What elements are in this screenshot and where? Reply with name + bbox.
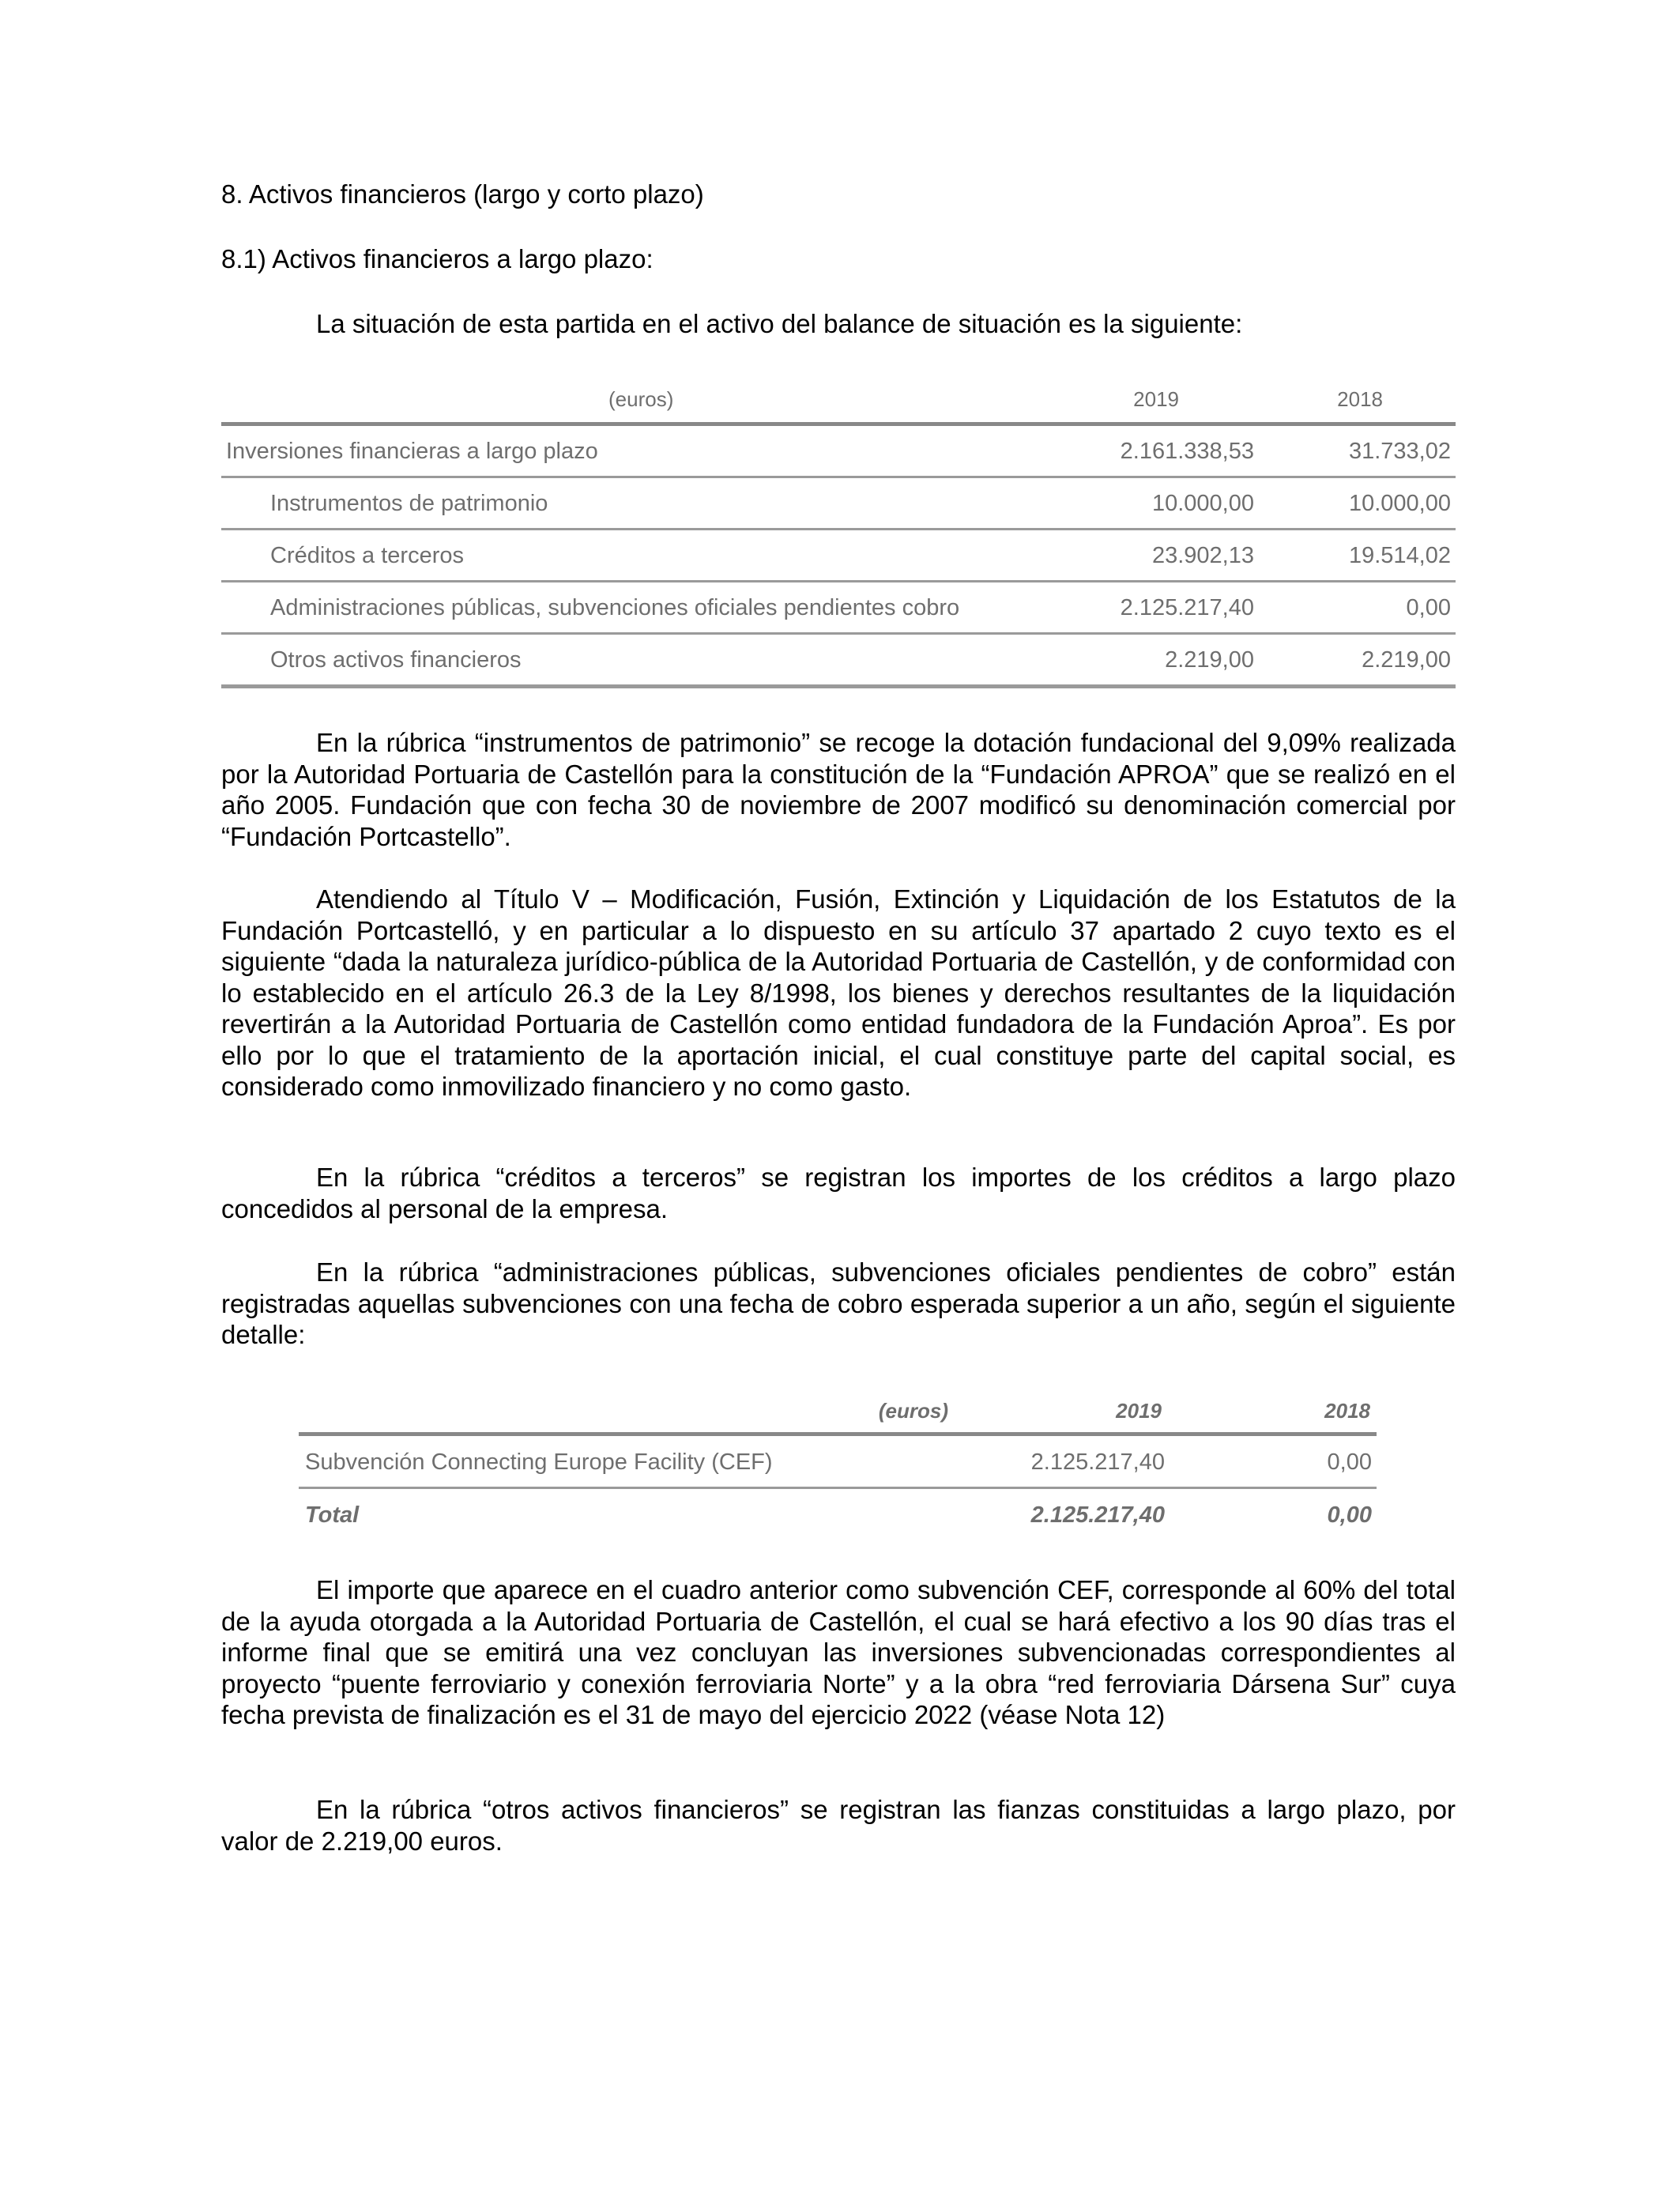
balance-table xyxy=(221,379,1456,688)
value-2019: 2.219,00 xyxy=(1165,647,1254,673)
total-row xyxy=(299,1489,1377,1540)
row-label: Otros activos financieros xyxy=(270,647,522,673)
table-header xyxy=(299,1393,1377,1436)
intro-text: La situación de esta partida en el activo del balance de situación es la siguiente: xyxy=(316,309,1243,338)
paragraph-text: En la rúbrica “administraciones públicas, subvenciones oficiales pendientes de cobro” están registradas aquellas subvenciones con una fecha de cobro esperada superior a un año, según el siguiente detalle: xyxy=(221,1257,1456,1349)
table-row xyxy=(299,1436,1377,1489)
row-label: Créditos a terceros xyxy=(270,543,464,568)
section-heading: 8. Activos financieros (largo y corto plazo) xyxy=(221,179,704,209)
value-2018: 19.514,02 xyxy=(1348,543,1451,568)
value-2019: 2.125.217,40 xyxy=(1120,595,1254,620)
column-header-2018: 2018 xyxy=(1337,387,1383,411)
subsidy-table xyxy=(299,1393,1377,1540)
subsection-heading: 8.1) Activos financieros a largo plazo: xyxy=(221,244,654,273)
table-row xyxy=(221,530,1456,582)
paragraph xyxy=(221,1574,1456,1731)
paragraph xyxy=(221,1162,1456,1224)
table-row xyxy=(221,582,1456,635)
value-2019: 2.161.338,53 xyxy=(1120,439,1254,464)
value-2019: 23.902,13 xyxy=(1151,543,1254,568)
row-label: Administraciones públicas, subvenciones oficiales pendientes cobro xyxy=(270,595,960,620)
total-label: Total xyxy=(305,1502,360,1528)
paragraph-text: El importe que aparece en el cuadro anterior como subvención CEF, corresponde al 60% del total de la ayuda otorgada a la Autoridad Portuaria de Castellón, el cual se hará efectivo a los 90 días tras el informe final que se emitirá una vez concluyan las inversiones subvencionadas correspondientes al proyecto “puente ferroviario y conexión ferroviaria Norte” y a la obra “red ferroviaria Dársena Sur” cuya fecha prevista de finalización es el 31 de mayo del ejercicio 2022 (véase Nota 12) xyxy=(221,1575,1456,1729)
table-row xyxy=(221,478,1456,530)
paragraph xyxy=(221,1794,1456,1857)
column-header-2019: 2019 xyxy=(1133,387,1179,411)
table-row xyxy=(221,635,1456,688)
table-row xyxy=(221,426,1456,478)
value-2018: 2.219,00 xyxy=(1362,647,1451,673)
value-2018: 0,00 xyxy=(1406,595,1451,620)
paragraph-text: En la rúbrica “créditos a terceros” se registran los importes de los créditos a largo plazo concedidos al personal de la empresa. xyxy=(221,1163,1456,1223)
paragraph xyxy=(221,727,1456,852)
value-2018: 31.733,02 xyxy=(1348,439,1451,464)
column-header-unit: (euros) xyxy=(878,1399,948,1423)
column-header-unit: (euros) xyxy=(608,387,674,411)
column-header-2018: 2018 xyxy=(1324,1399,1370,1423)
paragraph xyxy=(221,884,1456,1103)
row-label: Inversiones financieras a largo plazo xyxy=(226,439,598,464)
row-label: Subvención Connecting Europe Facility (CEF) xyxy=(305,1449,773,1475)
value-2018: 10.000,00 xyxy=(1348,491,1451,516)
total-2018: 0,00 xyxy=(1327,1502,1372,1528)
value-2019: 10.000,00 xyxy=(1151,491,1254,516)
total-2019: 2.125.217,40 xyxy=(1030,1502,1165,1528)
paragraph-text: Atendiendo al Título V – Modificación, Fusión, Extinción y Liquidación de los Estatutos de la Fundación Portcastelló, y en particular a lo dispuesto en su artículo 37 apartado 2 cuyo texto es el siguiente “dada la naturaleza jurídico-pública de la Autoridad Portuaria de Castellón, y de conformidad con lo establecido en el artículo 26.3 de la Ley 8/1998, los bienes y derechos resultantes de la liquidación revertirán a la Autoridad Portuaria de Castellón como entidad fundadora de la Fundación Aproa”. Es por ello por lo que el tratamiento de la aportación inicial, el cual constituye parte del capital social, es considerado como inmovilizado financiero y no como gasto. xyxy=(221,884,1456,1101)
value-2018: 0,00 xyxy=(1327,1449,1372,1475)
paragraph-text: En la rúbrica “instrumentos de patrimonio” se recoge la dotación fundacional del 9,09% realizada por la Autoridad Portuaria de Castellón para la constitución de la “Fundación APROA” que se realizó en el año 2005. Fundación que con fecha 30 de noviembre de 2007 modificó su denominación comercial por “Fundación Portcastello”. xyxy=(221,728,1456,851)
table-header xyxy=(221,379,1456,426)
paragraph-text: En la rúbrica “otros activos financieros” se registran las fianzas constituidas a largo plazo, por valor de 2.219,00 euros. xyxy=(221,1795,1456,1856)
paragraph xyxy=(221,1257,1456,1351)
row-label: Instrumentos de patrimonio xyxy=(270,491,548,516)
column-header-2019: 2019 xyxy=(1116,1399,1162,1423)
value-2019: 2.125.217,40 xyxy=(1030,1449,1165,1475)
